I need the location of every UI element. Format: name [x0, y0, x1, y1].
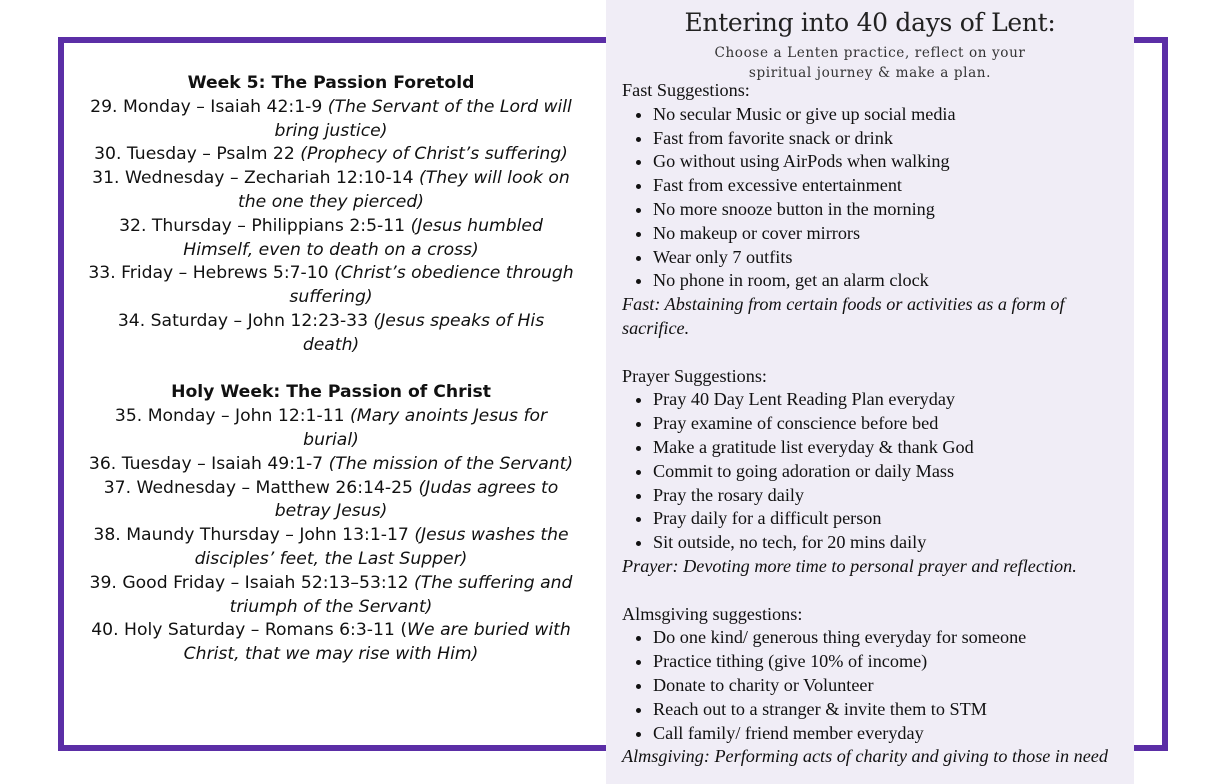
reading-note: (The Servant of the Lord will: [327, 96, 572, 117]
list-item: • Make a gratitude list everyday & thank God: [653, 436, 1127, 460]
reading-35: [70, 405, 592, 453]
list-item: • Pray the rosary daily: [653, 484, 1127, 508]
reading-37: [70, 477, 592, 525]
fast-list: [622, 103, 1127, 293]
reading-ref: 31. Wednesday – Zechariah 12:10-14: [92, 168, 420, 189]
fast-heading: Fast Suggestions:: [622, 80, 750, 100]
reading-ref: 32. Thursday – Philippians 2:5-11: [119, 215, 411, 236]
prayer-list: [622, 388, 1127, 555]
panel-title: Entering into 40 days of Lent:: [684, 8, 1056, 37]
reading-note: (The suffering and: [414, 572, 573, 593]
holy-week-heading: Holy Week: The Passion of Christ: [171, 382, 491, 403]
almsgiving-definition: Almsgiving: Performing acts of charity and giving to those in need: [622, 746, 1108, 767]
list-item: • Do one kind/ generous thing everyday for someone: [653, 626, 1127, 650]
list-item: • Pray examine of conscience before bed: [653, 412, 1127, 436]
reading-note-cont: triumph of the Servant): [229, 596, 433, 617]
list-item: • No phone in room, get an alarm clock: [653, 269, 1127, 293]
reading-note: We are buried with: [407, 620, 571, 641]
reading-40: [70, 619, 592, 667]
reading-note: (They will look on: [419, 168, 570, 189]
reading-30: [70, 143, 592, 167]
reading-note-cont: betray Jesus): [274, 501, 388, 522]
reading-ref: 35. Monday – John 12:1-11: [114, 406, 351, 427]
list-item: • No makeup or cover mirrors: [653, 222, 1127, 246]
reading-note: (Jesus washes the: [414, 525, 569, 546]
subtitle-line: spiritual journey & make a plan.: [748, 65, 992, 81]
reading-note: (Jesus humbled: [410, 215, 543, 236]
practice-suggestions: [622, 79, 1127, 769]
reading-note-cont: disciples’ feet, the Last Supper): [194, 548, 468, 569]
reading-ref: 33. Friday – Hebrews 5:7-10: [88, 263, 335, 284]
reading-36: [70, 453, 592, 477]
reading-ref: 36. Tuesday – Isaiah 49:1-7: [88, 453, 329, 474]
reading-ref: 38. Maundy Thursday – John 13:1-17: [93, 525, 415, 546]
fast-definition: [622, 293, 1127, 341]
reading-note: (Christ’s obedience through: [334, 263, 574, 284]
prayer-definition: Prayer: Devoting more time to personal prayer and reflection.: [622, 555, 1077, 576]
reading-note-cont: death): [302, 334, 360, 355]
reading-note: (Prophecy of Christ’s suffering): [300, 144, 568, 165]
reading-note: (Judas agrees to: [418, 477, 559, 498]
list-item: • No more snooze button in the morning: [653, 198, 1127, 222]
list-item: • Call family/ friend member everyday: [653, 722, 1127, 746]
almsgiving-heading: Almsgiving suggestions:: [622, 603, 803, 624]
definition-line: Fast: Abstaining from certain foods or activities as a form of: [622, 294, 1065, 315]
list-item: • Fast from excessive entertainment: [653, 174, 1127, 198]
list-item: • Pray daily for a difficult person: [653, 507, 1127, 531]
reading-note-cont: burial): [303, 429, 359, 450]
list-item: • No secular Music or give up social media: [653, 103, 1127, 127]
list-item: • Reach out to a stranger & invite them to STM: [653, 698, 1127, 722]
panel-subtitle: [606, 43, 1134, 83]
list-item: • Fast from favorite snack or drink: [653, 127, 1127, 151]
reading-29: [70, 96, 592, 144]
reading-note-cont: bring justice): [274, 120, 388, 141]
reading-34: [70, 310, 592, 358]
week5-heading: Week 5: The Passion Foretold: [187, 73, 475, 93]
reading-ref: 29. Monday – Isaiah 42:1-9: [90, 96, 328, 117]
list-item: • Pray 40 Day Lent Reading Plan everyday: [653, 388, 1127, 412]
reading-31: [70, 167, 592, 215]
list-item: • Go without using AirPods when walking: [653, 150, 1127, 174]
reading-note: (The mission of the Servant): [328, 453, 574, 474]
list-item: • Practice tithing (give 10% of income): [653, 650, 1127, 674]
reading-note-cont: Himself, even to death on a cross): [183, 239, 479, 260]
reading-note-cont: the one they pierced): [238, 191, 424, 212]
list-item: • Commit to going adoration or daily Mass: [653, 460, 1127, 484]
reading-note-cont: Christ, that we may rise with Him): [183, 644, 479, 665]
reading-39: [70, 572, 592, 620]
reading-ref: 30. Tuesday – Psalm 22: [94, 144, 301, 165]
list-item: • Sit outside, no tech, for 20 mins daily: [653, 531, 1127, 555]
reading-32: [70, 215, 592, 263]
reading-note: (Mary anoints Jesus for: [350, 406, 548, 427]
list-item: • Donate to charity or Volunteer: [653, 674, 1127, 698]
reading-ref: 34. Saturday – John 12:23-33: [117, 310, 374, 331]
subtitle-line: Choose a Lenten practice, reflect on your: [714, 45, 1026, 61]
reading-plan: [70, 72, 592, 667]
definition-line: sacrifice.: [622, 317, 690, 338]
reading-note: (Jesus speaks of His: [373, 310, 545, 331]
reading-ref: 39. Good Friday – Isaiah 52:13–53:12: [89, 572, 415, 593]
list-item: • Wear only 7 outfits: [653, 246, 1127, 270]
reading-33: [70, 262, 592, 310]
reading-38: [70, 524, 592, 572]
reading-ref: 37. Wednesday – Matthew 26:14-25: [103, 477, 419, 498]
reading-ref: 40. Holy Saturday – Romans 6:3-11 (: [91, 620, 408, 641]
reading-note-cont: suffering): [289, 287, 373, 308]
almsgiving-list: [622, 626, 1127, 745]
prayer-heading: Prayer Suggestions:: [622, 365, 767, 386]
